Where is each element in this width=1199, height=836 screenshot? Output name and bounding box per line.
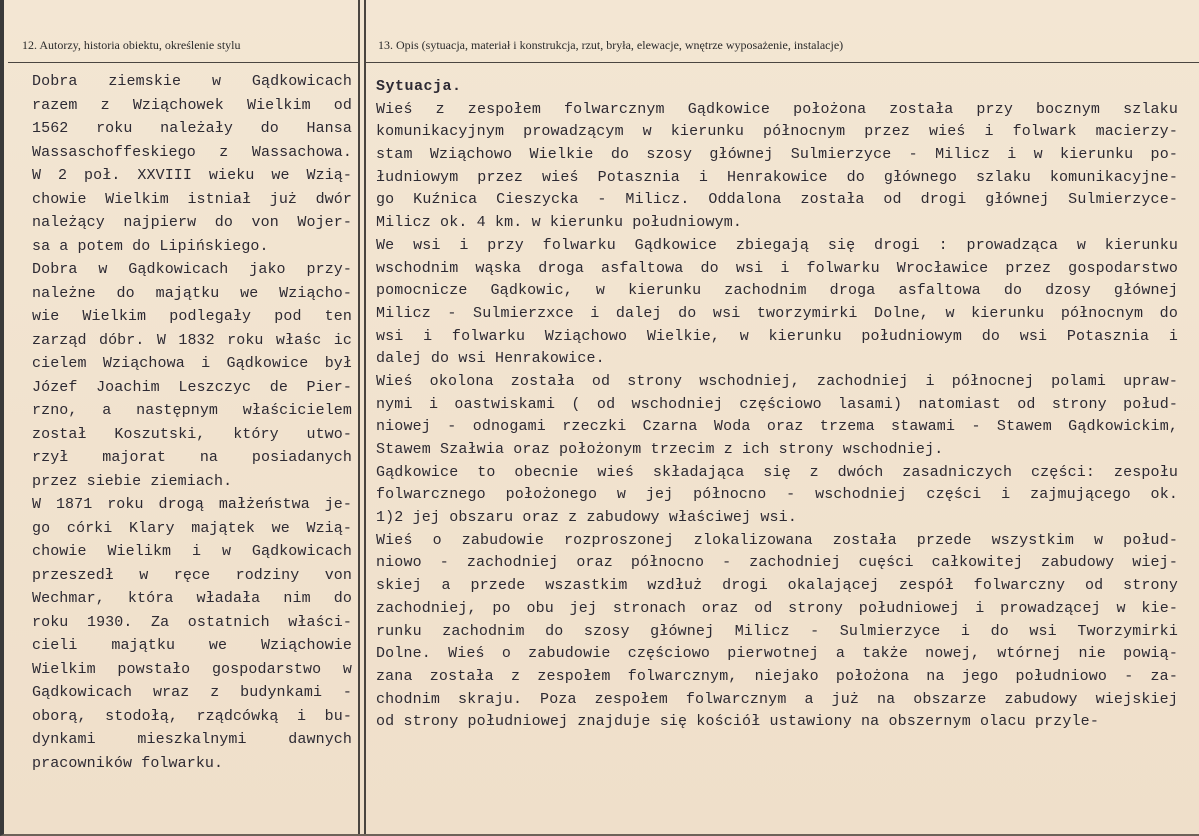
description-line: Stawem Szałwia oraz położonym trzecim z ich strony wschodniej.	[376, 441, 944, 458]
description-column	[364, 0, 1199, 834]
history-line: przez siebie ziemiach.	[32, 472, 233, 490]
history-line: należący najpierw do von Wojer-	[32, 214, 352, 231]
history-heading: 12. Autorzy, historia obiektu, określenie stylu	[22, 38, 241, 52]
description-line: wsi i folwarku Wziąchowo Wielkie, w kierunku południowym do wsi Potasznia i	[376, 327, 1178, 345]
history-line: oborą, stodołą, rządcówką i bu-	[32, 707, 352, 725]
history-line: został Koszutski, który utwo-	[32, 425, 352, 443]
history-line: dynkami mieszkalnymi dawnych	[32, 731, 352, 748]
description-line: 1)2 jej obszaru oraz z zabudowy właściwej wsi.	[376, 509, 797, 527]
history-line: 1562 roku należały do Hansa	[32, 120, 352, 137]
description-line: wschodnim wąska droga asfaltowa do wsi i folwarku Wrocławice przez gospodarstwo	[376, 259, 1178, 277]
description-line: folwarcznego położonego w jej północno - wschodniej części i zajmującego ok.	[376, 486, 1178, 504]
history-line: chowie Wielikm i w Gądkowicach	[32, 543, 352, 560]
history-line: W 2 poł. XXVIII wieku we Wzią-	[32, 167, 352, 184]
history-header-row	[8, 26, 358, 63]
history-line: cieli majątku we Wziąchowie	[32, 637, 352, 654]
description-line: komunikacyjnym prowadzącym w kierunku północnym przez wieś i folwark macierzy-	[376, 123, 1178, 141]
description-line: zana została z zespołem folwarcznym, niejako położona na jego południowo - za-	[376, 667, 1178, 685]
description-header-row	[366, 26, 1199, 63]
history-line: Dobra w Gądkowicach jako przy-	[32, 261, 352, 278]
description-line: runku zachodnim do szosy głównej Milicz - Sulmierzyce i do wsi Tworzymirki	[376, 622, 1178, 640]
description-line: zachodniej, po obu jej stronach oraz od strony południowej i prowadzącej w kie-	[376, 599, 1178, 617]
description-line: pomocnicze Gądkowic, w kierunku zachodnim droga asfaltowa do dzosy głównej	[376, 282, 1178, 300]
history-line: W 1871 roku drogą małżeństwa je-	[32, 496, 352, 513]
history-line: Gądkowicach wraz z budynkami -	[32, 684, 352, 701]
history-line: pracowników folwarku.	[32, 754, 224, 772]
description-line: Gądkowice to obecnie wieś składająca się z dwóch zasadniczych części: zespołu	[376, 463, 1178, 481]
description-line: dalej do wsi Henrakowice.	[376, 350, 605, 368]
history-line: Wielkim powstało gospodarstwo w	[32, 660, 352, 678]
description-line: Wieś okolona została od strony wschodniej, zachodniej i północnej polami upraw-	[376, 372, 1178, 390]
history-line: sa a potem do Lipińskiego.	[32, 237, 269, 255]
description-line: Wieś o zabudowie rozproszonej zlokalizowana została przede wszystkim w połud-	[376, 531, 1178, 549]
history-line: roku 1930. Za ostatnich właści-	[32, 613, 352, 631]
history-line: Dobra ziemskie w Gądkowicach	[32, 73, 352, 90]
description-line: chodnim skraju. Poza zespołem folwarcznym a już na obszarze zabudowy wiejskiej	[376, 690, 1178, 708]
description-heading: 13. Opis (sytuacja, materiał i konstrukcja, rzut, bryła, elewacje, wnętrze wyposażenie, instalacje)	[378, 38, 844, 52]
history-line: zarząd dóbr. W 1832 roku właśc ic	[32, 331, 352, 349]
description-line: niowej - odnogami rzeczki Czarna Woda oraz trzema stawami - Stawem Gądkowickim,	[376, 418, 1178, 436]
history-line: go córki Klary majątek we Wzią-	[32, 519, 352, 537]
history-line: należne do majątku we Wziącho-	[32, 284, 352, 302]
description-line: łudniowym przez wieś Potasznia i Henrakowice do głównego szlaku komunikacyjne-	[376, 168, 1178, 186]
history-line: cielem Wziąchowa i Gądkowice był	[32, 355, 352, 372]
history-line: przeszedł w ręce rodziny von	[32, 566, 352, 584]
description-line: nymi i oastwiskami ( od wschodniej częściowo lasami) natomiast od strony połud-	[376, 395, 1178, 413]
history-line: chowie Wielkim istniał już dwór	[32, 190, 352, 208]
history-column	[8, 0, 360, 834]
history-line: wie Wielkim podlegały pod ten	[32, 308, 352, 325]
history-line: Wassaschoffeskiego z Wassachowa.	[32, 143, 352, 161]
description-line: Wieś z zespołem folwarcznym Gądkowice położona została przy bocznym szlaku	[376, 100, 1178, 118]
section-title: Sytuacja.	[376, 78, 462, 95]
description-line: We wsi i przy folwarku Gądkowice zbiegają się drogi : prowadząca w kierunku	[376, 236, 1178, 254]
history-line: Józef Joachim Leszczyc de Pier-	[32, 378, 352, 396]
description-line: go Kuźnica Cieszycka - Milicz. Oddalona została od drogi głównej Sulmierzyce-	[376, 191, 1178, 209]
history-line: rzno, a następnym właścicielem	[32, 402, 352, 419]
description-line: Dolne. Wieś o zabudowie częściowo pierwotnej a także nowej, wtórnej nie powią-	[376, 645, 1178, 663]
description-line: stam Wziąchowo Wielkie do szosy głównej Sulmierzyce - Milicz i w kierunku po-	[376, 146, 1178, 164]
description-line: Milicz - Sulmierzxce i dalej do wsi tworzymirki Dolne, w kierunku północnym do	[376, 304, 1178, 322]
history-line: razem z Wziąchowek Wielkim od	[32, 96, 352, 114]
history-line: Wechmar, która władała nim do	[32, 590, 352, 607]
history-line: rzył majorat na posiadanych	[32, 449, 352, 466]
description-line: niowo - zachodniej oraz północno - zachodniej cuęści całkowitej zabudowy wiej-	[376, 554, 1178, 572]
description-text	[376, 76, 1178, 734]
description-line: od strony południowej znajduje się kościół ustawiony na obszernym olacu przyle-	[376, 713, 1099, 731]
description-line: Milicz ok. 4 km. w kierunku południowym.	[376, 214, 743, 232]
description-line: skiej a przede wszastkim wzdłuż drogi okalającej zespół folwarczny od strony	[376, 577, 1178, 595]
history-text	[32, 70, 352, 775]
